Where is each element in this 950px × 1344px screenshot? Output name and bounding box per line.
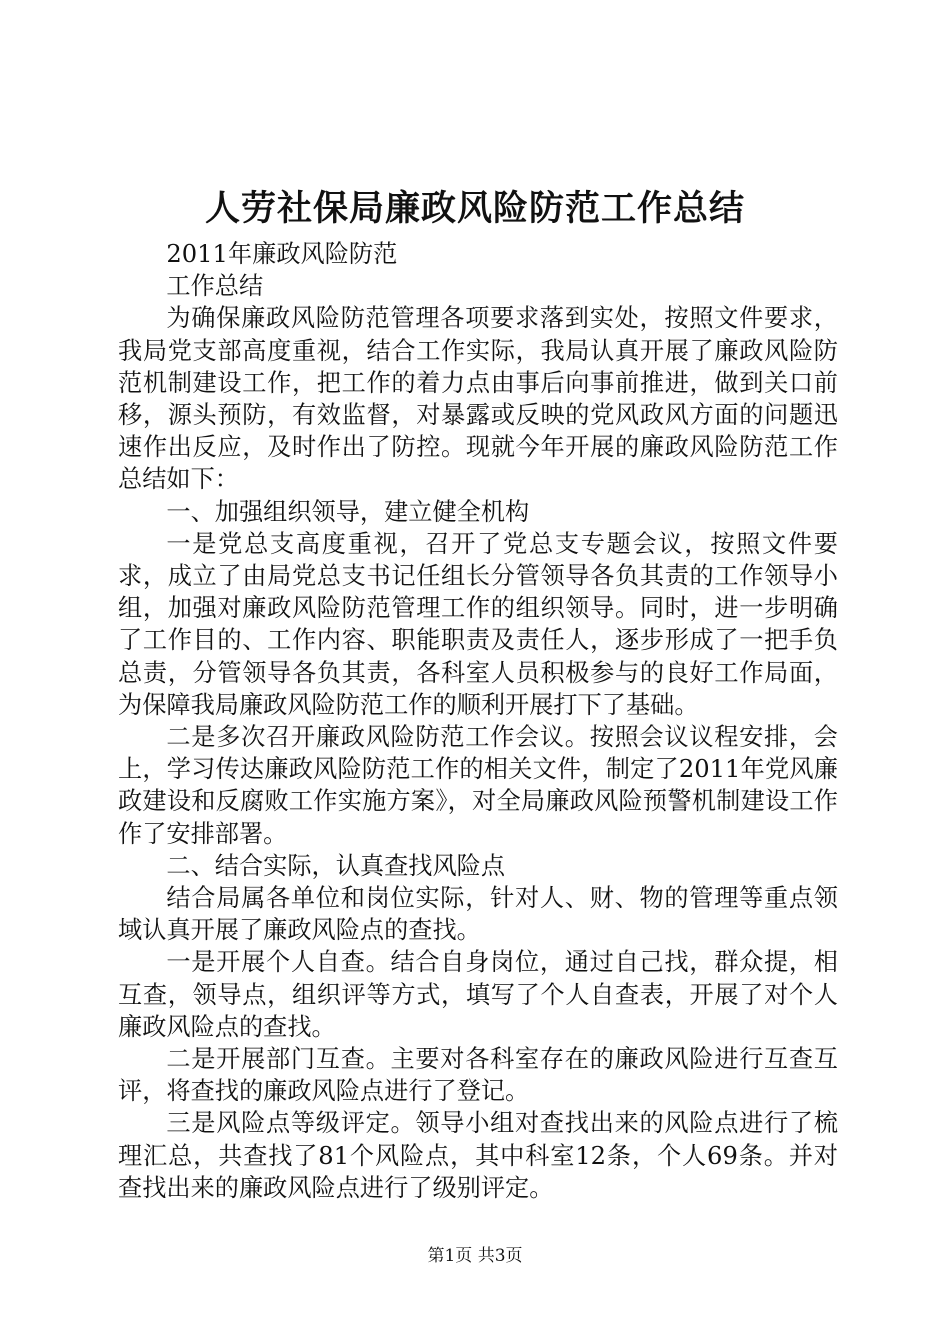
- paragraph-2: 工作总结: [166, 272, 264, 301]
- paragraph-1: 2011年廉政风险防范: [166, 240, 398, 268]
- paragraph-7: 一是开展个人自查。结合自身岗位，通过自己找，群众提，相互查，领导点，组织评等方式，填写了个人自查表，开展了对个人廉政风险点的查找。: [118, 948, 838, 1041]
- document-title: 人劳社保局廉政风险防范工作总结: [204, 188, 745, 229]
- paragraph-4: 一是党总支高度重视，召开了党总支专题会议，按照文件要求，成立了由局党总支书记任组长分管领导各负其责的工作领导小组，加强对廉政风险防范管理工作的组织领导。同时，进一步明确了工作目的、工作内容、职能职责及责任人，逐步形成了一把手负总责，分管领导各负其责，各科室人员积极参与的良好工作局面，为保障我局廉政风险防范工作的顺利开展打下了基础。: [118, 529, 838, 719]
- paragraph-9: 三是风险点等级评定。领导小组对查找出来的风险点进行了梳理汇总，共查找了81个风险点，其中科室12条，个人69条。并对查找出来的廉政风险点进行了级别评定。: [118, 1109, 838, 1202]
- document-body: [118, 238, 838, 1204]
- section-heading-1: 一、加强组织领导，建立健全机构: [166, 497, 530, 526]
- section-heading-2: 二、结合实际，认真查找风险点: [166, 851, 506, 880]
- page-number-footer: 第1页 共3页: [427, 1246, 523, 1266]
- paragraph-8: 二是开展部门互查。主要对各科室存在的廉政风险进行互查互评，将查找的廉政风险点进行了登记。: [118, 1045, 838, 1106]
- paragraph-6: 结合局属各单位和岗位实际，针对人、财、物的管理等重点领域认真开展了廉政风险点的查找。: [118, 884, 838, 945]
- paragraph-5: 二是多次召开廉政风险防范工作会议。按照会议议程安排，会上，学习传达廉政风险防范工作的相关文件，制定了2011年党风廉政建设和反腐败工作实施方案》，对全局廉政风险预警机制建设工作作了安排部署。: [118, 723, 838, 848]
- paragraph-3: 为确保廉政风险防范管理各项要求落到实处，按照文件要求，我局党支部高度重视，结合工作实际，我局认真开展了廉政风险防范机制建设工作，把工作的着力点由事后向事前推进，做到关口前移，源头预防，有效监督，对暴露或反映的党风政风方面的问题迅速作出反应，及时作出了防控。现就今年开展的廉政风险防范工作总结如下：: [118, 304, 838, 494]
